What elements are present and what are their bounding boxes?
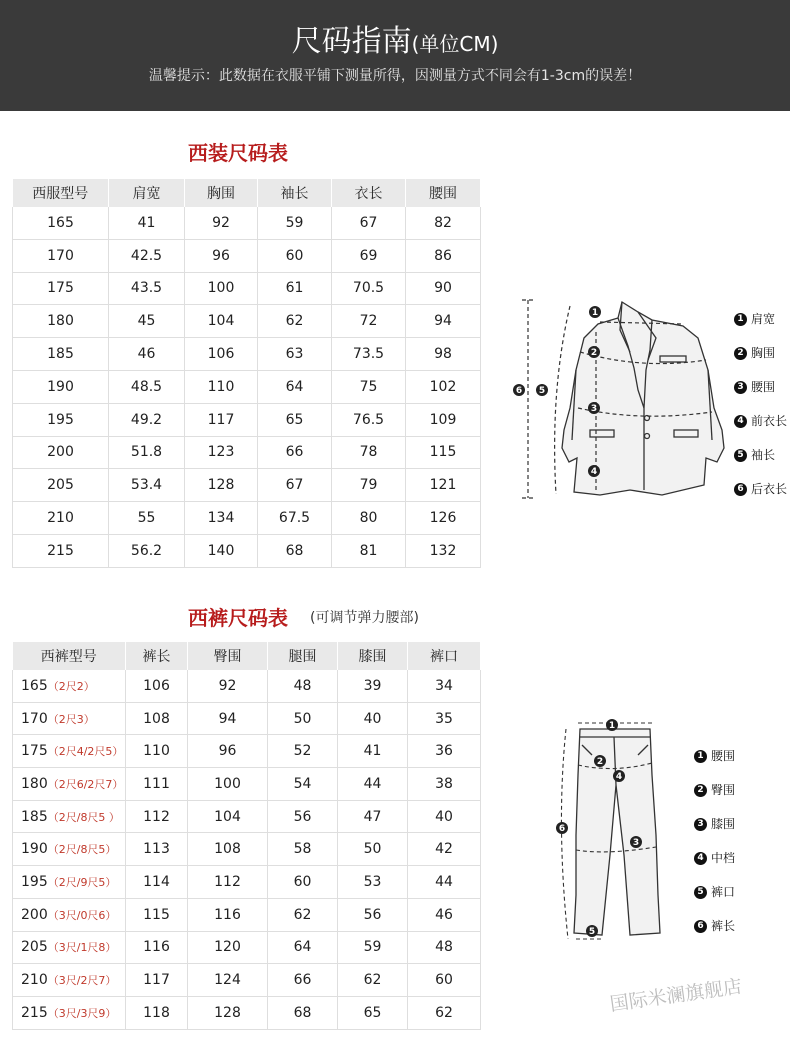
pants-table-cell: 62 bbox=[408, 996, 481, 1029]
suit-legend-number-icon: 4 bbox=[734, 415, 747, 428]
pants-table-cell: 116 bbox=[188, 898, 268, 931]
pants-col-header: 腿围 bbox=[268, 642, 338, 670]
suit-table-cell: 49.2 bbox=[109, 403, 185, 436]
pants-model-cell bbox=[13, 670, 126, 702]
pants-col-header: 西裤型号 bbox=[13, 642, 126, 670]
svg-text:6: 6 bbox=[515, 386, 523, 396]
pants-table-cell: 116 bbox=[126, 931, 188, 964]
pants-table-cell: 56 bbox=[338, 898, 408, 931]
suit-table-cell: 48.5 bbox=[109, 370, 185, 403]
pants-model-waist-chi: （2尺/9尺5） bbox=[47, 875, 117, 889]
suit-table-row bbox=[13, 239, 481, 272]
suit-col-header: 胸围 bbox=[185, 179, 258, 207]
pants-table-cell: 47 bbox=[338, 800, 408, 833]
suit-table-cell: 56.2 bbox=[109, 534, 185, 567]
svg-text:1: 1 bbox=[608, 721, 616, 731]
pants-legend-number-icon: 4 bbox=[694, 852, 707, 865]
pants-legend-item bbox=[694, 849, 735, 867]
suit-table-cell: 117 bbox=[185, 403, 258, 436]
pants-table-cell: 117 bbox=[126, 964, 188, 997]
pants-table-body bbox=[13, 670, 481, 1029]
suit-col-header: 衣长 bbox=[332, 179, 406, 207]
pants-legend-item bbox=[694, 781, 735, 799]
suit-table-cell: 59 bbox=[258, 207, 332, 239]
suit-table-cell: 66 bbox=[258, 436, 332, 469]
pants-model-cell bbox=[13, 768, 126, 801]
pants-legend-label: 中档 bbox=[711, 851, 736, 865]
pants-table-cell: 40 bbox=[338, 702, 408, 735]
pants-table-cell: 64 bbox=[268, 931, 338, 964]
suit-legend bbox=[734, 310, 790, 510]
pants-model-waist-chi: （2尺/8尺5） bbox=[47, 843, 117, 857]
svg-text:6: 6 bbox=[558, 824, 566, 834]
suit-table-cell: 76.5 bbox=[332, 403, 406, 436]
pants-model-waist-chi: （2尺2） bbox=[47, 679, 95, 693]
pants-legend-label: 膝围 bbox=[711, 817, 736, 831]
suit-table-cell: 132 bbox=[406, 534, 481, 567]
pants-table-cell: 66 bbox=[268, 964, 338, 997]
suit-legend-number-icon: 1 bbox=[734, 313, 747, 326]
pants-model-cell bbox=[13, 800, 126, 833]
pants-table-cell: 60 bbox=[268, 866, 338, 899]
suit-table-cell: 86 bbox=[406, 239, 481, 272]
suit-table-cell: 121 bbox=[406, 469, 481, 502]
suit-diagram bbox=[510, 290, 730, 510]
pants-table-cell: 120 bbox=[188, 931, 268, 964]
pants-table-cell: 111 bbox=[126, 768, 188, 801]
suit-table-cell: 80 bbox=[332, 502, 406, 535]
suit-table-cell: 69 bbox=[332, 239, 406, 272]
suit-table-row bbox=[13, 469, 481, 502]
suit-table-cell: 82 bbox=[406, 207, 481, 239]
pants-legend-number-icon: 6 bbox=[694, 920, 707, 933]
suit-jacket-outline bbox=[562, 302, 724, 495]
suit-table-row bbox=[13, 272, 481, 305]
pants-marker-4 bbox=[613, 770, 625, 782]
suit-table-cell: 72 bbox=[332, 305, 406, 338]
measurement-tip: 温馨提示：此数据在衣服平铺下测量所得，因测量方式不同会有1-3cm的误差！ bbox=[148, 68, 642, 84]
suit-col-header: 腰围 bbox=[406, 179, 481, 207]
suit-table-cell: 67 bbox=[258, 469, 332, 502]
pants-table-cell: 44 bbox=[338, 768, 408, 801]
pants-model-size: 175 bbox=[21, 743, 48, 760]
pants-table-cell: 108 bbox=[188, 833, 268, 866]
suit-table-cell: 185 bbox=[13, 338, 109, 371]
suit-section-title: 西装尺码表 bbox=[188, 141, 288, 165]
pants-table-cell: 40 bbox=[408, 800, 481, 833]
pants-model-waist-chi: （2尺/8尺5 ） bbox=[47, 810, 120, 824]
suit-table-cell: 98 bbox=[406, 338, 481, 371]
suit-legend-number-icon: 6 bbox=[734, 483, 747, 496]
suit-table-cell: 42.5 bbox=[109, 239, 185, 272]
pants-model-cell bbox=[13, 833, 126, 866]
svg-text:4: 4 bbox=[590, 467, 598, 477]
pants-model-size: 205 bbox=[21, 939, 48, 956]
suit-table-cell: 94 bbox=[406, 305, 481, 338]
pants-model-cell bbox=[13, 735, 126, 768]
suit-table-cell: 115 bbox=[406, 436, 481, 469]
pants-table-row bbox=[13, 800, 481, 833]
suit-table-cell: 90 bbox=[406, 272, 481, 305]
suit-table-cell: 41 bbox=[109, 207, 185, 239]
pants-table-cell: 65 bbox=[338, 996, 408, 1029]
pants-col-header: 裤长 bbox=[126, 642, 188, 670]
pants-table-cell: 113 bbox=[126, 833, 188, 866]
pants-table-row bbox=[13, 964, 481, 997]
suit-table-cell: 45 bbox=[109, 305, 185, 338]
suit-marker-3 bbox=[588, 402, 600, 414]
suit-table-cell: 92 bbox=[185, 207, 258, 239]
pants-table-cell: 68 bbox=[268, 996, 338, 1029]
pants-marker-6 bbox=[556, 822, 568, 834]
suit-table-cell: 200 bbox=[13, 436, 109, 469]
pants-table-cell: 59 bbox=[338, 931, 408, 964]
suit-table-cell: 63 bbox=[258, 338, 332, 371]
pants-marker-5 bbox=[586, 925, 598, 937]
pants-table-cell: 54 bbox=[268, 768, 338, 801]
suit-table-cell: 81 bbox=[332, 534, 406, 567]
suit-table-cell: 190 bbox=[13, 370, 109, 403]
pants-table-cell: 48 bbox=[408, 931, 481, 964]
pants-model-size: 200 bbox=[21, 906, 48, 923]
pants-table-cell: 124 bbox=[188, 964, 268, 997]
suit-table-cell: 126 bbox=[406, 502, 481, 535]
suit-table-cell: 123 bbox=[185, 436, 258, 469]
suit-table-cell: 134 bbox=[185, 502, 258, 535]
suit-table-cell: 195 bbox=[13, 403, 109, 436]
suit-legend-label: 袖长 bbox=[751, 448, 776, 462]
pants-table-cell: 39 bbox=[338, 670, 408, 702]
pants-table-cell: 128 bbox=[188, 996, 268, 1029]
suit-table-cell: 140 bbox=[185, 534, 258, 567]
pants-table-row bbox=[13, 833, 481, 866]
pants-legend-item bbox=[694, 747, 735, 765]
svg-text:3: 3 bbox=[590, 404, 598, 414]
pants-model-size: 180 bbox=[21, 775, 48, 792]
suit-col-header: 西服型号 bbox=[13, 179, 109, 207]
svg-text:3: 3 bbox=[632, 838, 640, 848]
pants-col-header: 臀围 bbox=[188, 642, 268, 670]
pants-marker-2 bbox=[594, 755, 606, 767]
suit-marker-4 bbox=[588, 465, 600, 477]
pants-size-table bbox=[12, 642, 481, 1030]
pants-table-cell: 34 bbox=[408, 670, 481, 702]
pants-model-size: 165 bbox=[21, 677, 48, 694]
pants-model-waist-chi: （2尺6/2尺7） bbox=[47, 777, 124, 791]
suit-table-cell: 70.5 bbox=[332, 272, 406, 305]
pants-model-cell bbox=[13, 931, 126, 964]
suit-table-cell: 128 bbox=[185, 469, 258, 502]
suit-table-cell: 180 bbox=[13, 305, 109, 338]
pants-model-size: 190 bbox=[21, 841, 48, 858]
suit-legend-item bbox=[734, 480, 787, 498]
suit-table-row bbox=[13, 534, 481, 567]
pants-section-title: 西裤尺码表 bbox=[188, 606, 288, 630]
suit-table-cell: 61 bbox=[258, 272, 332, 305]
pants-table-cell: 53 bbox=[338, 866, 408, 899]
header-banner bbox=[0, 0, 790, 111]
pants-outline bbox=[574, 729, 660, 935]
suit-table-row bbox=[13, 370, 481, 403]
svg-text:1: 1 bbox=[591, 308, 599, 318]
pants-model-cell bbox=[13, 702, 126, 735]
page-title bbox=[0, 24, 790, 62]
pants-section-note: (可调节弹力腰部) bbox=[310, 610, 419, 626]
suit-table-cell: 62 bbox=[258, 305, 332, 338]
svg-text:4: 4 bbox=[615, 772, 623, 782]
pants-table-cell: 62 bbox=[338, 964, 408, 997]
suit-legend-label: 胸围 bbox=[751, 346, 776, 360]
pants-table-cell: 104 bbox=[188, 800, 268, 833]
suit-legend-number-icon: 3 bbox=[734, 381, 747, 394]
pants-legend-label: 裤长 bbox=[711, 919, 736, 933]
pants-table-cell: 92 bbox=[188, 670, 268, 702]
suit-legend-label: 腰围 bbox=[751, 380, 776, 394]
suit-table-cell: 205 bbox=[13, 469, 109, 502]
suit-legend-item bbox=[734, 412, 787, 430]
pants-legend-number-icon: 1 bbox=[694, 750, 707, 763]
suit-table-row bbox=[13, 403, 481, 436]
suit-table-cell: 60 bbox=[258, 239, 332, 272]
pants-marker-1 bbox=[606, 719, 618, 731]
suit-table-body bbox=[13, 207, 481, 567]
suit-marker-1 bbox=[589, 306, 601, 318]
pants-table-cell: 41 bbox=[338, 735, 408, 768]
pants-model-cell bbox=[13, 996, 126, 1029]
suit-table-cell: 102 bbox=[406, 370, 481, 403]
pants-table-cell: 108 bbox=[126, 702, 188, 735]
pants-table-row bbox=[13, 670, 481, 702]
suit-table-cell: 100 bbox=[185, 272, 258, 305]
pants-table-row bbox=[13, 898, 481, 931]
pants-table-row bbox=[13, 768, 481, 801]
pants-table-cell: 114 bbox=[126, 866, 188, 899]
pants-table-row bbox=[13, 931, 481, 964]
page-title-text: 尺码指南 bbox=[291, 24, 412, 59]
pants-table-row bbox=[13, 996, 481, 1029]
pants-model-size: 210 bbox=[21, 972, 48, 989]
suit-table-cell: 64 bbox=[258, 370, 332, 403]
pants-model-waist-chi: （3尺/1尺8） bbox=[47, 941, 117, 955]
suit-table-row bbox=[13, 436, 481, 469]
suit-table-cell: 55 bbox=[109, 502, 185, 535]
suit-table-cell: 67 bbox=[332, 207, 406, 239]
suit-table-cell: 79 bbox=[332, 469, 406, 502]
suit-table-cell: 53.4 bbox=[109, 469, 185, 502]
pants-table-cell: 42 bbox=[408, 833, 481, 866]
pants-table-cell: 115 bbox=[126, 898, 188, 931]
suit-table-cell: 104 bbox=[185, 305, 258, 338]
suit-table-cell: 46 bbox=[109, 338, 185, 371]
pants-table-cell: 60 bbox=[408, 964, 481, 997]
suit-table-cell: 51.8 bbox=[109, 436, 185, 469]
suit-legend-item bbox=[734, 344, 775, 362]
pants-model-waist-chi: （2尺4/2尺5） bbox=[47, 745, 124, 759]
suit-table-row bbox=[13, 338, 481, 371]
pants-model-cell bbox=[13, 898, 126, 931]
pants-model-size: 185 bbox=[21, 808, 48, 825]
pants-table-cell: 50 bbox=[338, 833, 408, 866]
pants-table-row bbox=[13, 866, 481, 899]
pants-marker-3 bbox=[630, 836, 642, 848]
pants-col-header: 膝围 bbox=[338, 642, 408, 670]
suit-legend-label: 肩宽 bbox=[751, 312, 776, 326]
pants-legend-number-icon: 2 bbox=[694, 784, 707, 797]
pants-legend-item bbox=[694, 883, 735, 901]
suit-marker-5 bbox=[536, 384, 548, 396]
suit-table-cell: 67.5 bbox=[258, 502, 332, 535]
pants-table-cell: 52 bbox=[268, 735, 338, 768]
suit-table-cell: 43.5 bbox=[109, 272, 185, 305]
suit-col-header: 肩宽 bbox=[109, 179, 185, 207]
pants-table-cell: 62 bbox=[268, 898, 338, 931]
suit-legend-item bbox=[734, 378, 775, 396]
pants-legend-label: 臀围 bbox=[711, 783, 736, 797]
suit-table-row bbox=[13, 305, 481, 338]
suit-legend-label: 前衣长 bbox=[751, 414, 788, 428]
pants-model-cell bbox=[13, 866, 126, 899]
pants-diagram bbox=[552, 715, 672, 945]
pants-table-cell: 106 bbox=[126, 670, 188, 702]
pants-legend-number-icon: 3 bbox=[694, 818, 707, 831]
suit-table-cell: 175 bbox=[13, 272, 109, 305]
pants-table-cell: 56 bbox=[268, 800, 338, 833]
suit-table-row bbox=[13, 502, 481, 535]
suit-legend-number-icon: 5 bbox=[734, 449, 747, 462]
pants-model-waist-chi: （3尺/2尺7） bbox=[47, 974, 117, 988]
pants-table-cell: 58 bbox=[268, 833, 338, 866]
pants-table-cell: 38 bbox=[408, 768, 481, 801]
pants-table-cell: 100 bbox=[188, 768, 268, 801]
pants-table-cell: 35 bbox=[408, 702, 481, 735]
pants-table-row bbox=[13, 735, 481, 768]
pants-model-waist-chi: （3尺/3尺9） bbox=[47, 1006, 117, 1020]
suit-table-cell: 106 bbox=[185, 338, 258, 371]
pants-model-waist-chi: （3尺/0尺6） bbox=[47, 908, 117, 922]
pants-table-cell: 48 bbox=[268, 670, 338, 702]
svg-text:5: 5 bbox=[538, 386, 546, 396]
suit-table-row bbox=[13, 207, 481, 239]
suit-legend-item bbox=[734, 310, 775, 328]
pants-table-row bbox=[13, 702, 481, 735]
pants-table-cell: 36 bbox=[408, 735, 481, 768]
pants-model-size: 195 bbox=[21, 873, 48, 890]
suit-marker-2 bbox=[588, 346, 600, 358]
pants-legend-label: 腰围 bbox=[711, 749, 736, 763]
pants-table-header bbox=[13, 642, 481, 670]
suit-table-cell: 109 bbox=[406, 403, 481, 436]
pants-table-cell: 118 bbox=[126, 996, 188, 1029]
pants-model-cell bbox=[13, 964, 126, 997]
suit-size-table bbox=[12, 179, 481, 568]
suit-marker-6 bbox=[513, 384, 525, 396]
page-title-unit: (单位CM) bbox=[411, 32, 499, 56]
suit-table-cell: 78 bbox=[332, 436, 406, 469]
svg-text:2: 2 bbox=[590, 348, 598, 358]
pants-legend-number-icon: 5 bbox=[694, 886, 707, 899]
suit-col-header: 袖长 bbox=[258, 179, 332, 207]
suit-table-cell: 68 bbox=[258, 534, 332, 567]
pants-legend-item bbox=[694, 815, 735, 833]
suit-table-cell: 215 bbox=[13, 534, 109, 567]
suit-table-cell: 96 bbox=[185, 239, 258, 272]
suit-table-header bbox=[13, 179, 481, 207]
pants-legend-item bbox=[694, 917, 735, 935]
pants-legend-label: 裤口 bbox=[711, 885, 736, 899]
suit-table-cell: 165 bbox=[13, 207, 109, 239]
pants-table-cell: 96 bbox=[188, 735, 268, 768]
pants-model-size: 215 bbox=[21, 1004, 48, 1021]
store-watermark: 国际米澜旗舰店 bbox=[608, 975, 744, 1016]
pants-table-cell: 44 bbox=[408, 866, 481, 899]
pants-table-cell: 50 bbox=[268, 702, 338, 735]
suit-table-cell: 210 bbox=[13, 502, 109, 535]
suit-legend-label: 后衣长 bbox=[751, 482, 788, 496]
suit-table-cell: 73.5 bbox=[332, 338, 406, 371]
pants-model-waist-chi: （2尺3） bbox=[47, 712, 95, 726]
pants-table-cell: 46 bbox=[408, 898, 481, 931]
pants-legend bbox=[694, 747, 774, 947]
suit-table-cell: 170 bbox=[13, 239, 109, 272]
suit-table-cell: 75 bbox=[332, 370, 406, 403]
suit-table-cell: 65 bbox=[258, 403, 332, 436]
suit-legend-number-icon: 2 bbox=[734, 347, 747, 360]
svg-text:5: 5 bbox=[588, 927, 596, 937]
pants-col-header: 裤口 bbox=[408, 642, 481, 670]
pants-table-cell: 110 bbox=[126, 735, 188, 768]
suit-legend-item bbox=[734, 446, 775, 464]
pants-table-cell: 112 bbox=[188, 866, 268, 899]
svg-text:2: 2 bbox=[596, 757, 604, 767]
pants-table-cell: 112 bbox=[126, 800, 188, 833]
pants-model-size: 170 bbox=[21, 710, 48, 727]
suit-table-cell: 110 bbox=[185, 370, 258, 403]
pants-table-cell: 94 bbox=[188, 702, 268, 735]
